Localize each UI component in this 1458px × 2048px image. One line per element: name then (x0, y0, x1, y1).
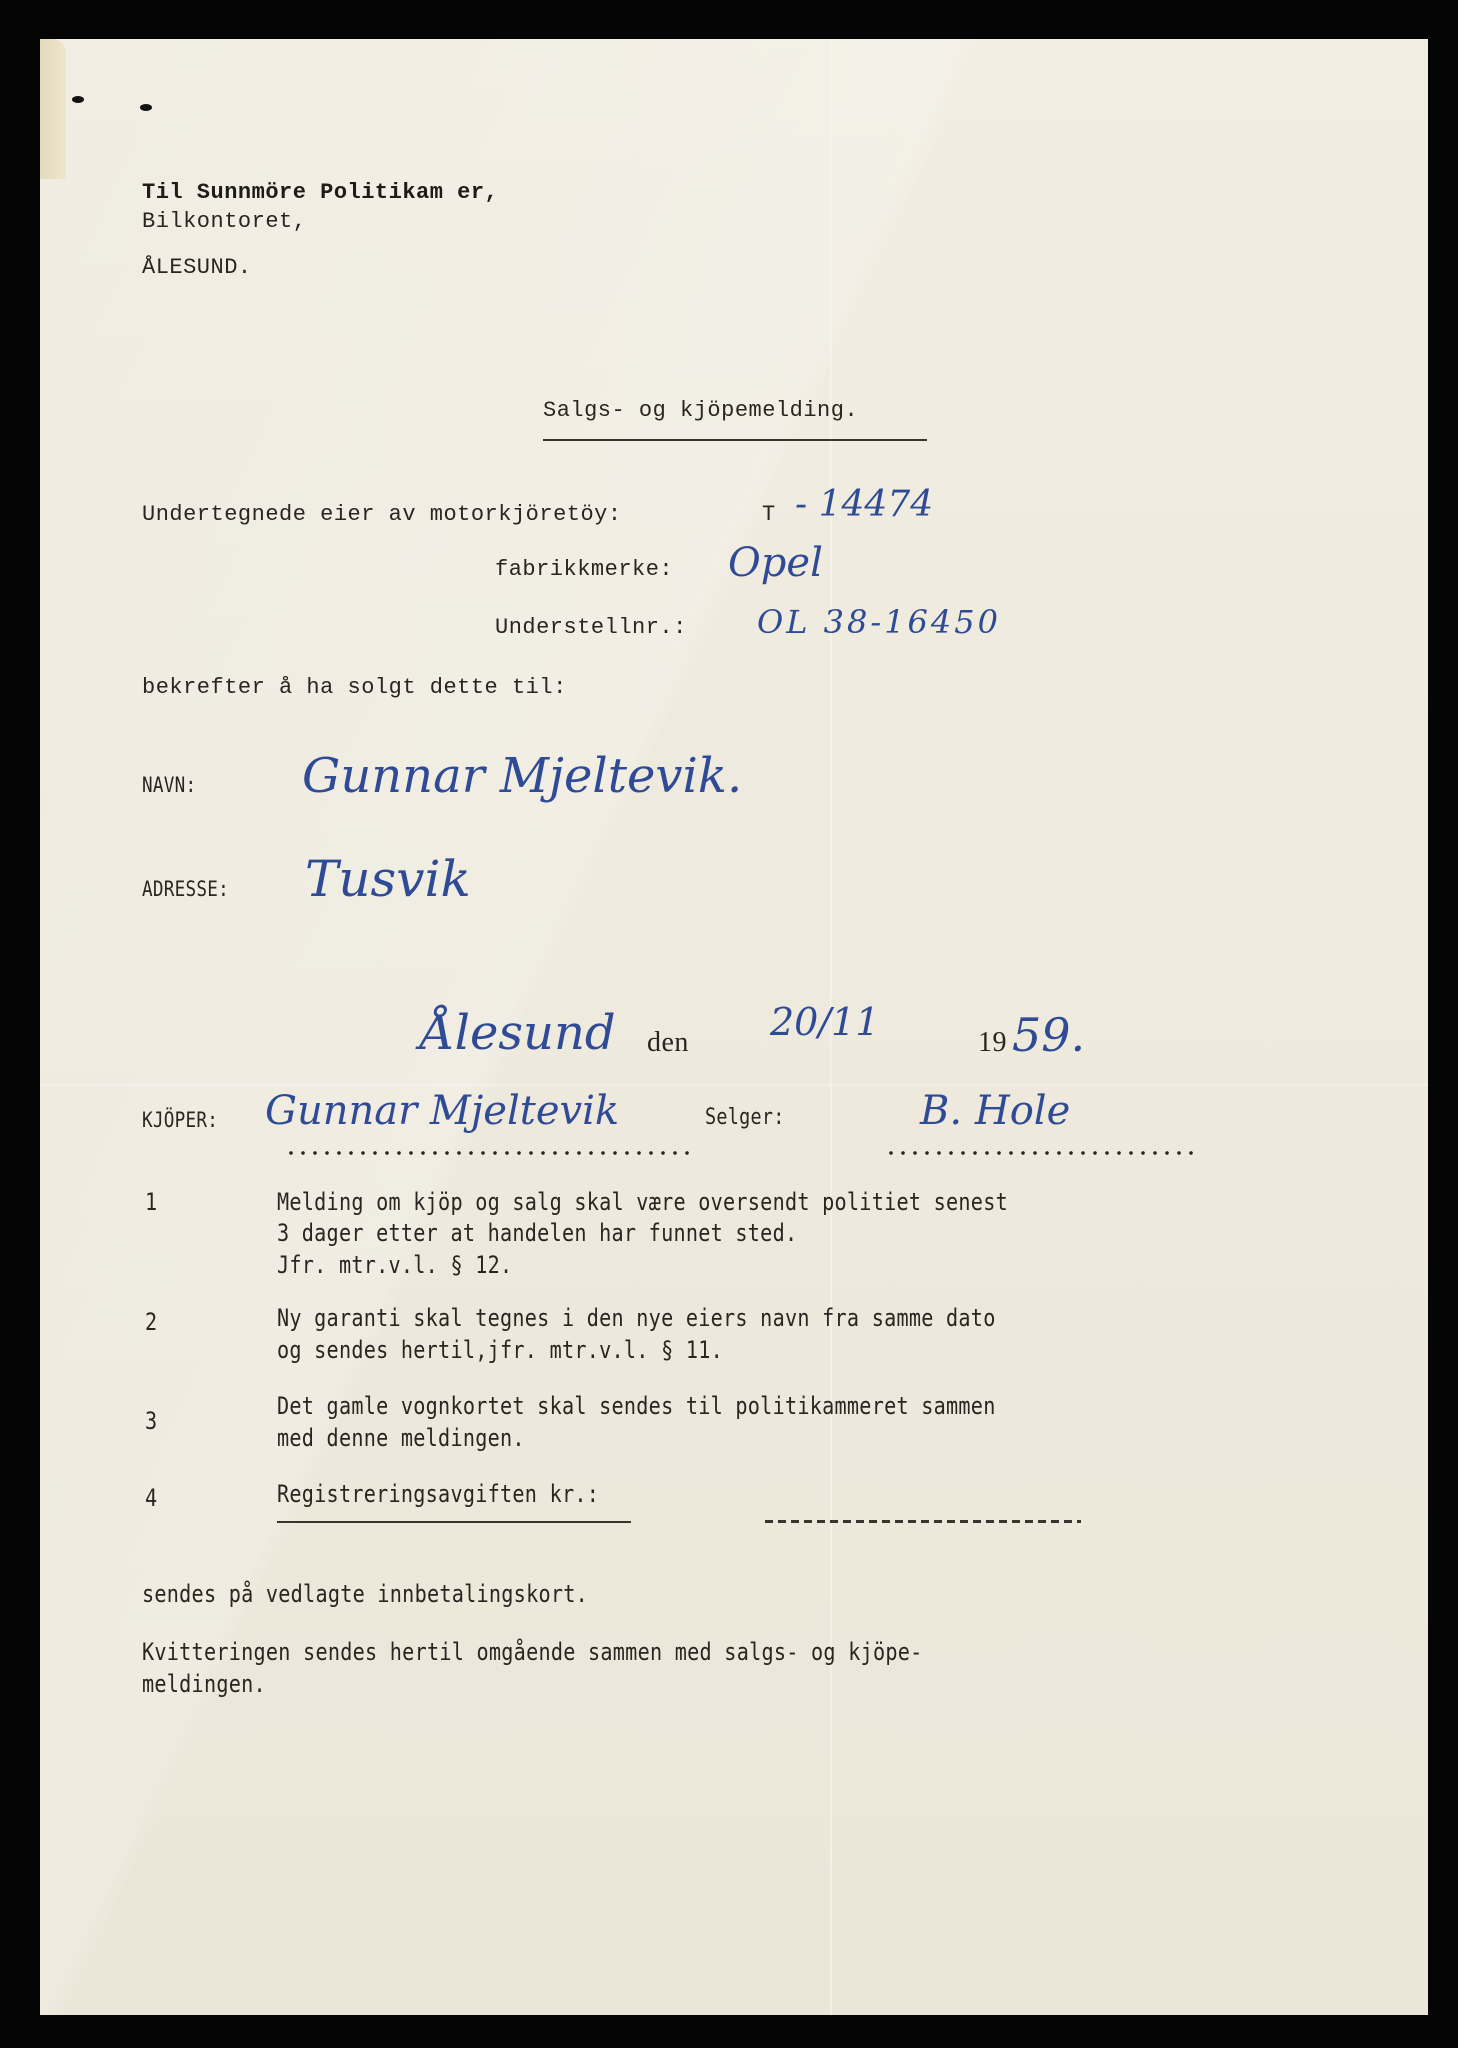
footer-line-2b: meldingen. (142, 1670, 266, 1698)
punch-hole-icon (140, 104, 152, 111)
address-handwritten: Tusvik (305, 850, 471, 908)
chassis-handwritten: OL 38-16450 (757, 603, 1001, 641)
fold-crease-horizontal (40, 1084, 1428, 1086)
owner-label: Undertegnede eier av motorkjöretöy: (142, 502, 622, 527)
address-line-1: Til Sunnmöre Politikam er, (142, 180, 499, 205)
seller-signature: B. Hole (920, 1088, 1071, 1134)
buyer-dotted-line (285, 1150, 693, 1156)
fee-label-underline (277, 1521, 631, 1523)
day-month-handwritten: 20/11 (770, 1000, 880, 1044)
buyer-label: KJÖPER: (142, 1108, 219, 1132)
reg-prefix: T (762, 502, 776, 527)
year-prefix: 19 (978, 1027, 1007, 1058)
title-underline (543, 439, 927, 441)
chassis-label: Understellnr.: (495, 615, 687, 640)
punch-hole-icon (72, 96, 84, 103)
footer-line-2a: Kvitteringen sendes hertil omgående sammen med salgs- og kjöpe- (142, 1638, 923, 1666)
place-handwritten: Ålesund (420, 1005, 616, 1061)
paper-curl (40, 39, 66, 179)
footer-line-1: sendes på vedlagte innbetalingskort. (142, 1580, 589, 1608)
instruction-2-line-2: og sendes hertil,jfr. mtr.v.l. § 11. (277, 1336, 724, 1364)
instruction-1-line-2: 3 dager etter at handelen har funnet sted. (277, 1219, 798, 1247)
document-page (40, 39, 1428, 2015)
instruction-2-line-1: Ny garanti skal tegnes i den nye eiers navn fra samme dato (277, 1304, 996, 1332)
instruction-4-line-1: Registreringsavgiften kr.: (277, 1480, 600, 1508)
fee-amount-dashed-line (765, 1520, 1081, 1523)
name-label: NAVN: (142, 773, 197, 797)
address-line-2: Bilkontoret, (142, 209, 307, 234)
year-suffix-handwritten: 59. (1012, 1008, 1086, 1062)
seller-label: Selger: (705, 1105, 785, 1130)
instruction-number: 2 (145, 1308, 158, 1336)
address-line-3: ÅLESUND. (142, 255, 252, 280)
buyer-signature: Gunnar Mjeltevik (265, 1088, 620, 1134)
name-handwritten: Gunnar Mjeltevik. (302, 748, 743, 804)
instruction-3-line-2: med denne meldingen. (277, 1424, 525, 1452)
make-handwritten: Opel (728, 540, 823, 586)
address-label: ADRESSE: (142, 877, 229, 901)
reg-number-handwritten: - 14474 (795, 484, 934, 525)
den-label: den (647, 1027, 689, 1058)
instruction-number: 1 (145, 1188, 158, 1216)
page-title: Salgs- og kjöpemelding. (543, 398, 859, 423)
instruction-number: 4 (145, 1484, 158, 1512)
make-label: fabrikkmerke: (495, 557, 674, 582)
confirm-text: bekrefter å ha solgt dette til: (142, 675, 567, 700)
seller-dotted-line (885, 1150, 1197, 1156)
instruction-number: 3 (145, 1407, 158, 1435)
instruction-1-line-1: Melding om kjöp og salg skal være oversendt politiet senest (277, 1188, 1008, 1216)
instruction-3-line-1: Det gamle vognkortet skal sendes til politikammeret sammen (277, 1392, 996, 1420)
instruction-1-line-3: Jfr. mtr.v.l. § 12. (277, 1251, 513, 1279)
